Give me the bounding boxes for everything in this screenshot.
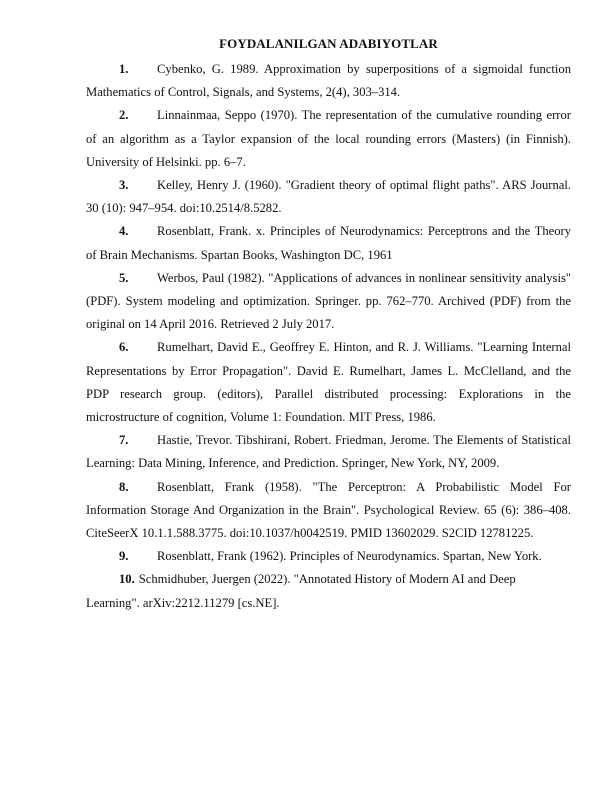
reference-text: Linnainmaa, Seppo (1970). The representation of the cumulative rounding error of an algorithm as a Taylor expansion of the local rounding errors (Masters) (in Finnish). University of Helsinki. pp. 6–7. xyxy=(86,108,571,169)
reference-text: Hastie, Trevor. Tibshirani, Robert. Friedman, Jerome. The Elements of Statistical Learning: Data Mining, Inference, and Prediction. Springer, New York, NY, 2009. xyxy=(86,433,571,471)
reference-text: Schmidhuber, Juergen (2022). "Annotated History of Modern AI and Deep Learning". arXiv:2212.11279 [cs.NE]. xyxy=(86,572,516,610)
reference-item xyxy=(86,336,571,429)
reference-item xyxy=(86,104,571,174)
reference-number: 10. xyxy=(119,572,135,587)
reference-number: 3. xyxy=(119,178,129,193)
reference-item xyxy=(86,220,571,266)
reference-number: 6. xyxy=(119,340,129,355)
reference-text: Kelley, Henry J. (1960). "Gradient theory of optimal flight paths". ARS Journal. 30 (10): 947–954. doi:10.2514/8.5282. xyxy=(86,178,571,216)
reference-item xyxy=(86,545,571,568)
reference-number: 4. xyxy=(119,224,129,239)
page-title: FOYDALANILGAN ADABIYOTLAR xyxy=(219,36,438,51)
reference-item xyxy=(86,429,571,475)
reference-text: Werbos, Paul (1982). "Applications of advances in nonlinear sensitivity analysis" (PDF). System modeling and optimization. Springer. pp. 762–770. Archived (PDF) from the original on 14 April 2016. Retrieved 2 July 2017. xyxy=(86,270,571,332)
reference-item xyxy=(86,568,571,614)
reference-item xyxy=(86,58,571,104)
reference-number: 7. xyxy=(119,433,129,448)
reference-text: Rosenblatt, Frank. x. Principles of Neurodynamics: Perceptrons and the Theory of Brain Mechanisms. Spartan Books, Washington DC, 1961 xyxy=(86,224,571,262)
reference-number: 2. xyxy=(119,108,129,123)
reference-item xyxy=(86,174,571,220)
reference-number: 1. xyxy=(119,62,129,76)
document-page xyxy=(86,34,571,615)
reference-item xyxy=(86,476,571,546)
reference-number: 9. xyxy=(119,549,129,564)
reference-item xyxy=(86,267,571,337)
reference-text: Rosenblatt, Frank (1962). Principles of Neurodynamics. Spartan, New York. xyxy=(157,549,542,564)
reference-text: Rosenblatt, Frank (1958). "The Perceptron: A Probabilistic Model For Information Storage And Organization in the Brain". Psychological Review. 65 (6): 386–408. CiteSeerX 10.1.1.588.3775. doi:10.1037/h0042519. PMID 13602029. S2CID 12781225. xyxy=(86,479,571,541)
reference-text: Rumelhart, David E., Geoffrey E. Hinton, and R. J. Williams. "Learning Internal Representations by Error Propagation". David E. Rumelhart, James L. McClelland, and the PDP research group. (editors), Parallel distributed processing: Explorations in the microstructure of cognition, Volume 1: Foundation. MIT Press, 1986. xyxy=(86,340,571,425)
reference-number: 5. xyxy=(119,270,129,285)
reference-text: Cybenko, G. 1989. Approximation by superpositions of a sigmoidal function Mathematics of Control, Signals, and Systems, 2(4), 303–314. xyxy=(86,62,571,100)
reference-number: 8. xyxy=(119,479,129,494)
